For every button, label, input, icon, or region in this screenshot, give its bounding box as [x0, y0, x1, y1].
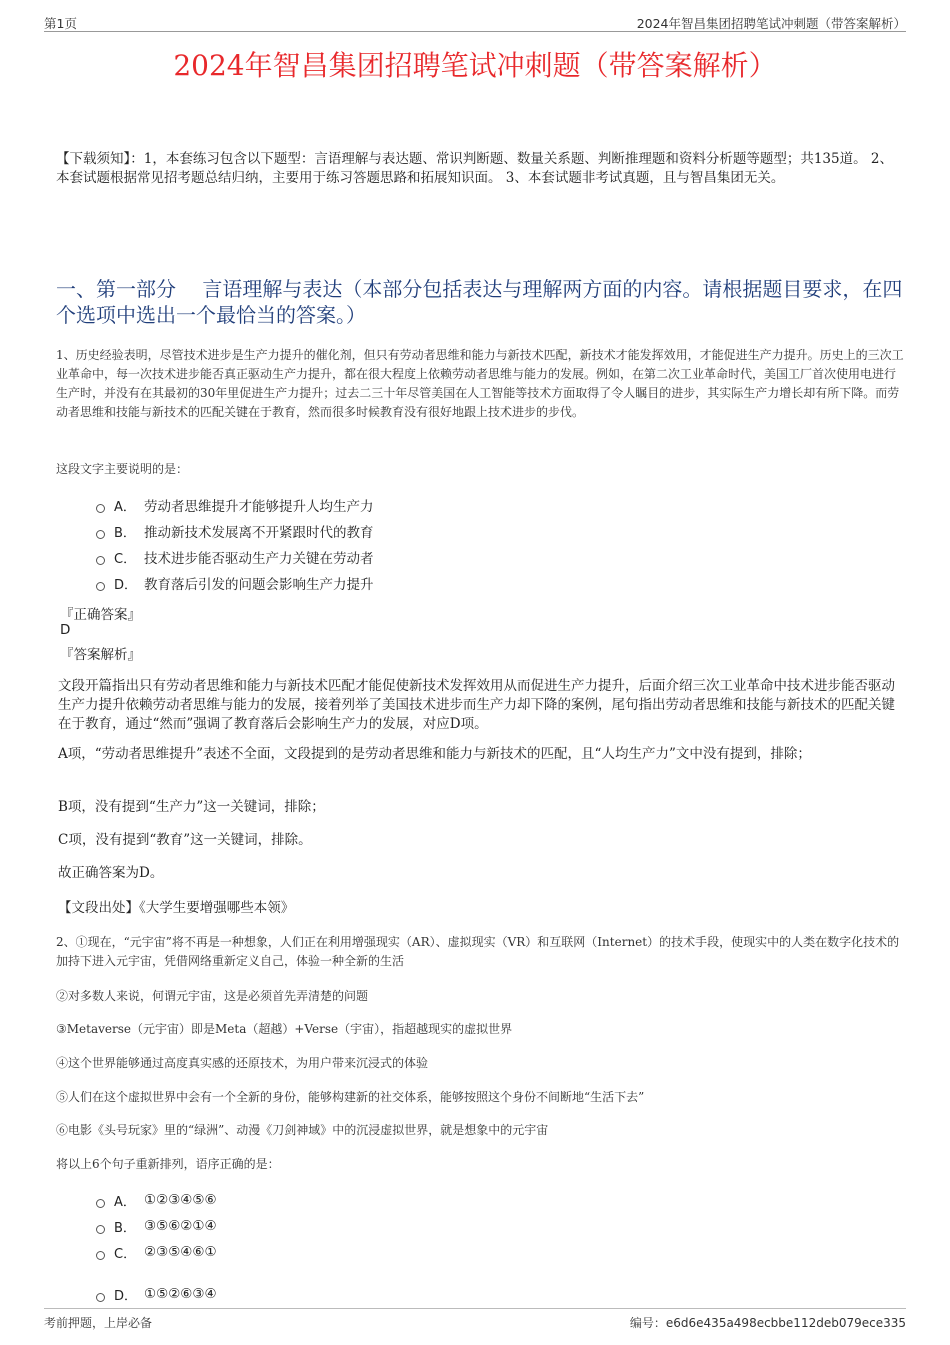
radio-icon[interactable] [96, 582, 105, 591]
header-divider [44, 31, 906, 32]
analysis-paragraph: 文段开篇指出只有劳动者思维和能力与新技术匹配才能促使新技术发挥效用从而促进生产力提升，后面介绍三次工业革命中技术进步能否驱动生产力提升依赖劳动者思维与能力的发展，接着列举了美国技术进步而生产力却下降的案例，尾句指出劳动者思维和技能与新技术的匹配关键在于教育，通过“然而”强调了教育落后会影响生产力的发展，对应D项。 [58, 678, 895, 732]
analysis-conclusion: 故正确答案为D。 [58, 865, 164, 881]
analysis-option-a: A项，“劳动者思维提升”表述不全面，文段提到的是劳动者思维和能力与新技术的匹配，且“人均生产力”文中没有提到，排除； [58, 746, 811, 762]
option-letter: C． [114, 1246, 137, 1262]
q2-sentence-1: 2、①现在，“元宇宙”将不再是一种想象，人们正在利用增强现实（AR）、虚拟现实（VR）和互联网（Internet）的技术手段，使现实中的人类在数字化技术的加持下进入元宇宙，凭借网络重新定义自己，体验一种全新的生活 [56, 935, 900, 968]
text-source: 【文段出处】《大学生要增强哪些本领》 [58, 900, 295, 916]
q2-option-c[interactable] [96, 1242, 217, 1262]
option-text: 技术进步能否驱动生产力关键在劳动者 [144, 551, 374, 567]
option-text: 推动新技术发展离不开紧跟时代的教育 [144, 525, 374, 541]
q1-stem: 1、历史经验表明，尽管技术进步是生产力提升的催化剂，但只有劳动者思维和能力与新技术匹配，新技术才能发挥效用，才能促进生产力提升。历史上的三次工业革命中，每一次技术进步能否真正驱动生产力提升，都在很大程度上依赖劳动者思维与能力的发展。例如，在第二次工业革命时代，美国工厂首次使用电进行生产时，并没有在其最初的30年里促进生产力提升；过去二三十年尽管美国在人工智能等技术方面取得了令人瞩目的进步，其实际生产力增长却有所下降。而劳动者思维和技能与新技术的匹配关键在于教育，然而很多时候教育没有很好地跟上技术进步的步伐。 [56, 348, 904, 419]
option-letter: A． [114, 499, 136, 515]
option-text: ①②③④⑤⑥ [144, 1192, 217, 1208]
q1-option-d[interactable] [96, 573, 374, 593]
answer-label: 『正确答案』 [60, 607, 141, 623]
download-notice: 【下载须知】：1，本套练习包含以下题型：言语理解与表达题、常识判断题、数量关系题、判断推理题和资料分析题等题型；共135道。 2、本套试题根据常见招考题总结归纳，主要用于练习答题思路和拓展知识面。 3、本套试题非考试真题，且与智昌集团无关。 [56, 151, 893, 186]
radio-icon[interactable] [96, 1293, 105, 1302]
radio-icon[interactable] [96, 556, 105, 565]
option-letter: C． [114, 551, 137, 567]
option-letter: B． [114, 1220, 136, 1236]
option-text: 教育落后引发的问题会影响生产力提升 [144, 577, 374, 593]
q2-sentence-2: ②对多数人来说，何谓元宇宙，这是必须首先弄清楚的问题 [56, 989, 369, 1003]
answer-value: D [60, 622, 71, 638]
page-number: 第1页 [44, 16, 77, 31]
footer-divider [44, 1308, 906, 1309]
option-letter: D． [114, 577, 138, 593]
footer-doc-code: 编号：e6d6e435a498ecbbe112deb079ece335 [629, 1316, 906, 1330]
q2-option-b[interactable] [96, 1216, 217, 1236]
radio-icon[interactable] [96, 530, 105, 539]
q2-sentence-3: ③Metaverse（元宇宙）即是Meta（超越）+Verse（宇宙），指超越现实的虚拟世界 [56, 1022, 513, 1036]
q2-option-a[interactable] [96, 1190, 217, 1210]
option-text: 劳动者思维提升才能够提升人均生产力 [144, 499, 374, 515]
footer-slogan: 考前押题，上岸必备 [44, 1316, 153, 1330]
option-letter: B． [114, 525, 136, 541]
radio-icon[interactable] [96, 1199, 105, 1208]
q1-option-b[interactable] [96, 521, 374, 541]
q2-sentence-4: ④这个世界能够通过高度真实感的还原技术，为用户带来沉浸式的体验 [56, 1056, 429, 1070]
analysis-option-b: B项，没有提到“生产力”这一关键词，排除； [58, 799, 325, 815]
analysis-option-c: C项，没有提到“教育”这一关键词，排除。 [58, 832, 312, 848]
option-text: ③⑤⑥②①④ [144, 1218, 217, 1234]
option-letter: A． [114, 1194, 136, 1210]
radio-icon[interactable] [96, 1251, 105, 1260]
section-heading: 一、第一部分 言语理解与表达（本部分包括表达与理解两方面的内容。请根据题目要求，在四个选项中选出一个最恰当的答案。） [56, 277, 903, 327]
q1-option-c[interactable] [96, 547, 374, 567]
option-text: ②③⑤④⑥① [144, 1244, 217, 1260]
radio-icon[interactable] [96, 504, 105, 513]
option-text: ①⑤②⑥③④ [144, 1286, 217, 1302]
radio-icon[interactable] [96, 1225, 105, 1234]
page-title: 2024年智昌集团招聘笔试冲刺题（带答案解析） [173, 49, 777, 82]
q2-sentence-6: ⑥电影《头号玩家》里的“绿洲”、动漫《刀剑神域》中的沉浸虚拟世界，就是想象中的元宇宙 [56, 1123, 549, 1137]
header-doc-title: 2024年智昌集团招聘笔试冲刺题（带答案解析） [636, 16, 906, 31]
q2-option-d[interactable] [96, 1284, 217, 1304]
q1-option-a[interactable] [96, 495, 374, 515]
q1-question: 这段文字主要说明的是： [56, 462, 189, 476]
option-letter: D． [114, 1288, 138, 1304]
q2-sentence-5: ⑤人们在这个虚拟世界中会有一个全新的身份，能够构建新的社交体系，能够按照这个身份不间断地“生活下去” [56, 1090, 645, 1104]
analysis-label: 『答案解析』 [60, 647, 141, 663]
q2-question: 将以上6个句子重新排列，语序正确的是： [56, 1157, 280, 1171]
